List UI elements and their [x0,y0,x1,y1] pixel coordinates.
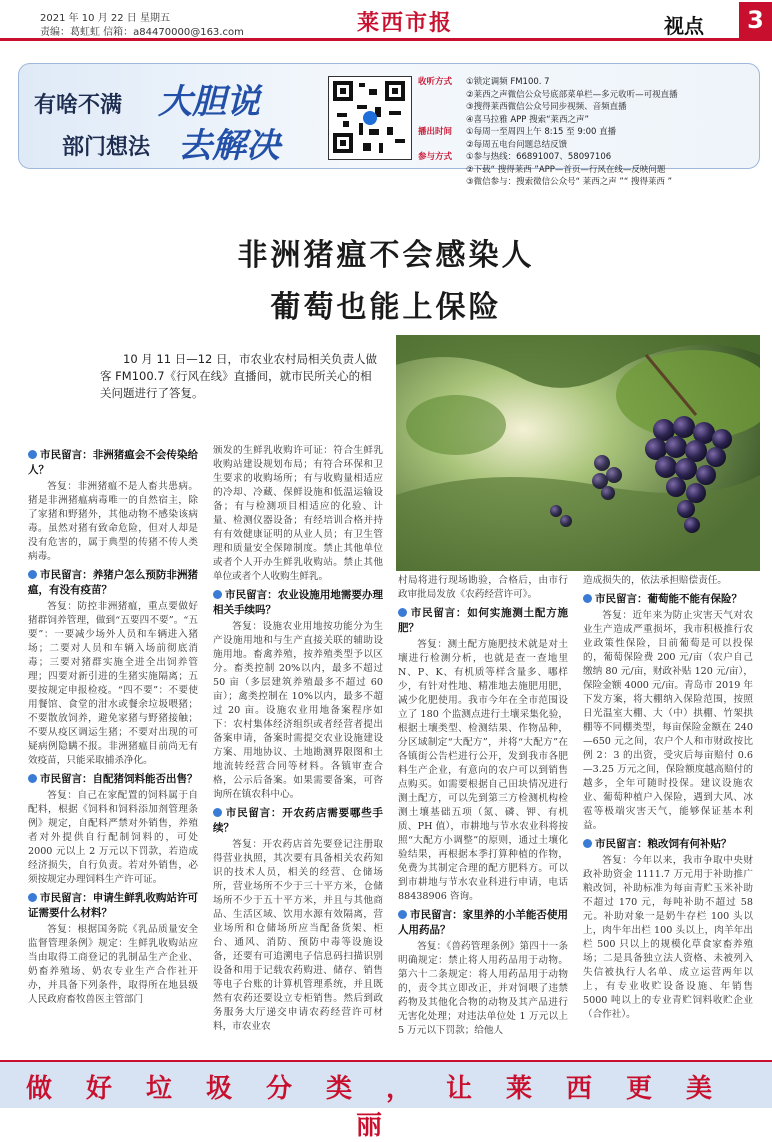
listen-item: ②莱西之声微信公众号底部菜单栏—多元收听—可视直播 [466,89,678,100]
bullet-icon [28,570,37,579]
answer-text: 村局将进行现场勘验，合格后，由市行政审批局发放《农药经营许可》。 [398,575,568,600]
newspaper-masthead: 莱西市报 [356,10,453,36]
section-title: 视点 [664,14,704,38]
bullet-icon [28,893,37,902]
question-heading: 市民留言：粮改饲有何补贴？ [583,837,753,852]
bullet-icon [28,450,37,459]
footer-slogan: 做好垃圾分类，让莱西更美丽 [25,1074,746,1141]
bullet-icon [583,594,592,603]
question-heading: 市民留言：自配猪饲料能否出售？ [28,772,198,787]
participate-item: ③微信参与：搜索微信公众号“ 莱西之声 ”“ 搜得莱西 ” [466,177,673,187]
answer-text: 造成损失的，依法承担赔偿责任。 [583,575,727,586]
answer-text: 答复：开农药店首先要登记注册取得营业执照，其次要有具备相关农药知识的技术人员，相关的经营、仓储场所，营业场所不少于三十平方米，仓储场所不少于五十平方米，并且与其他商品、生活区域、饮用水源有效隔离，营业场所和仓储场所应当配备货架、柜台、通风、消防、预防中毒等设施设备，还要有可追溯电子信息码扫描识别设备和用于记载农药购进、储存、销售等电子台账的计算机管理系统，并且既然有农药还要设立专柜销售。然后到政务服务大厅递交申请农药经营许可材料，市农业农 [213,839,383,1032]
answer-text: 答复：《兽药管理条例》第四十一条明确规定：禁止将人用药品用于动物。第六十二条规定：将人用药品用于动物的，责令其立即改正，并对饲喂了违禁药物及其他化合物的动物及其产品进行无害化处理；对违法单位处 1 万元以上 5 万元以下罚款；给他人 [398,941,568,1036]
broadcast-item: ①每周一至周四上午 8:15 至 9:00 直播 [466,127,617,137]
qr-code-icon [328,76,412,160]
answer-text: 答复：根据国务院《乳品质量安全监督管理条例》规定：生鲜乳收购站应当由取得工商登记的乳制品生产企业、奶畜养殖场、奶农专业生产合作社开办，并具备下列条件，取得所在地县级人民政府畜牧兽医主管部门 [28,924,198,1005]
participate-item: ①参与热线：66891007、58097106 [466,152,612,162]
answer-text: 答复：测土配方施肥技术就是对土壤进行检测分析，也就是查一查地里 N、P、K、有机质等样含量多、哪样少，有针对性地、精准地去施肥用肥，减少化肥使用。我市今年在全市范围设立了 180 个监测点进行土壤采集化验，根据土壤类型、检测结果、作物品种，分区域制定“大配方”，并将“大配方”在各镇街公告栏进行公开，发到我市各肥料生产企业，有意向的农户可以到销售点购买。如需要根据自己田块情况进行测土配方，可以先到第三方检测机构检测土壤基础五项（氮、磷、钾、有机质、PH 值），市耕地与节水农业科将按照“大配方小调整”的原则，通过土壤化验结果，再根据本季打算种植的作物，免费为其制定合理的配方肥料方。可以到市耕地与节水农业科进行申请，电话 88438906 咨询。 [398,639,568,902]
listen-item: ①锁定调频 FM100. 7 [466,77,550,87]
listen-label: 收听方式 [418,77,453,87]
participate-label: 参与方式 [418,152,453,162]
question-heading: 市民留言：如何实施测土配方施肥？ [398,607,568,634]
answer-text: 答复：防控非洲猪瘟，重点要做好猪群饲养管理，做到“五要四不要”。“五要”：一要减少场外人员和车辆进入猪场；二要对人员和车辆入场前彻底消毒；三要对猪群实施全进全出饲养管理；四要对新引进的生猪实施隔离；五要按规定申报检疫。“四不要”：不要使用餐馆、食堂的泔水或餐余垃圾喂猪；不要散放饲养，避免家猪与野猪接触；不要从疫区调运生猪；不要对出现的可疑病例隐瞒不报。非洲猪瘟目前尚无有效疫苗，只能采取捕杀净化。 [28,601,198,766]
question-heading: 市民留言：葡萄能不能有保险？ [583,592,753,607]
participate-item: ②下载“ 搜得莱西 ”APP—首页—行风在线—反映问题 [466,164,666,175]
listen-info [418,76,758,189]
column-1 [28,444,198,1007]
question-heading: 市民留言：申请生鲜乳收购站许可证需要什么材料？ [28,892,198,919]
question-heading: 市民留言：养猪户怎么预防非洲猪瘟，有没有疫苗？ [28,569,198,596]
listen-item: ④喜马拉雅 APP 搜索“莱西之声” [466,114,589,125]
column-2 [213,444,383,1034]
bullet-icon [583,839,592,848]
bullet-icon [213,590,222,599]
answer-text: 颁发的生鲜乳收购许可证：符合生鲜乳收购站建设规划布局；有符合环保和卫生要求的收购场所；有与收购量相适应的冷却、冷藏、保鲜设施和低温运输设备；有与检测项目相适应的化验、计量、检测仪器设备；有经培训合格并持有有效健康证明的从业人员；有卫生管理和质量安全保障制度。禁止其他单位或者个人开办生鲜乳收购站。禁止其他单位或者个人收购生鲜乳。 [213,445,383,582]
answer-text: 答复：自己在家配置的饲料属于自配料，根据《饲料和饲料添加剂管理条例》规定，自配料严禁对外销售，养殖者对外提供自行配制饲料的，可处 2000 元以上 2 万元以下罚款，若造成经济损失，自行负责。若对外销售，必须按规定办理饲料生产许可证。 [28,790,198,885]
column-4 [583,574,753,1022]
answer-text: 答复：非洲猪瘟不是人畜共患病。猪是非洲猪瘟病毒唯一的自然宿主，除了家猪和野猪外，其他动物不感染该病毒。虽然对猪有致命危险，但对人却是没有危害的，属于典型的传猪不传人类病毒。 [28,481,198,562]
answer-text: 答复：今年以来，我市争取中央财政补助资金 1111.7 万元用于补助推广粮改饲，补助标准为每亩青贮玉米补助不超过 170 元，每吨补助不超过 58 元。补助对象一是奶牛存栏 100 头以上，肉牛年出栏 100 头以上，肉羊年出栏 500 只以上的规模化草食家畜养殖场；二是具备独立法人资格、未被列入失信被执行人名单、成立运营两年以上，有专业收贮设备设施、年销售 5000 吨以上的专业青贮饲料收贮企业（合作社）。 [583,855,753,1020]
column-3 [398,574,568,1038]
question-heading: 市民留言：非洲猪瘟会不会传染给人？ [28,449,198,476]
slogan-line1-emphasis: 大胆说 [158,82,260,122]
headline-line2: 葡萄也能上保险 [270,290,502,325]
bullet-icon [213,808,222,817]
header-rule [0,38,772,41]
slogan-line2-emphasis: 去解决 [178,126,280,166]
bullet-icon [398,608,407,617]
bullet-icon [398,910,407,919]
listen-item: ③搜得莱西微信公众号同步视频、音频直播 [466,102,627,112]
page-number: 3 [739,2,772,38]
answer-text: 答复：近年来为防止灾害天气对农业生产造成严重损坏，我市积极推行农业政策性保险，目前葡萄是可以投保的，葡萄保险费 200 元/亩（农户自己缴纳 80 元/亩，财政补贴 120 元/亩），保险金额 4000 元/亩。青岛市 2019 年下发方案，将大棚纳入保险范围，按照日光温室大棚、大（中）拱棚、竹架拱棚等不同棚类型，每亩保险金额在 240—650 元之间，农户个人和市财政按比例 2：3 的出资，受灾后每亩赔付 0.6—3.25 万元之间，保险额度越高赔付的越多，全年可随时投保。建议设施农业、葡萄种植户入保险，遇到大风、冰雹等极端灾害天气，能够保证基本利益。 [583,610,753,831]
broadcast-item: ②每周五电台问题总结反馈 [466,139,568,150]
slogan-line2-text: 部门想法 [62,134,151,160]
slogan-line1-text: 有啥不满 [34,92,123,118]
bullet-icon [28,774,37,783]
question-heading: 市民留言：农业设施用地需要办理相关手续吗？ [213,589,383,616]
headline-line1: 非洲猪瘟不会感染人 [237,238,535,273]
answer-text: 答复：设施农业用地按功能分为生产设施用地和与生产直接关联的辅助设施用地。畜禽养殖，按养殖类型予以区分。畜类控制 20%以内，最多不超过 50 亩（多层建筑养殖最多不超过 60 亩）；禽类控制在 10%以内，最多不超过 20 亩。设施农业用地备案程序如下：农村集体经济组织或者经营者提出备案申请，备案时需提交农业设施建设方案、用地协议、土地勘测界限图和土地流转经营合同等材料。各镇审查合格，公示后备案。如果需要备案，可咨询所在镇农科中心。 [213,621,383,800]
question-heading: 市民留言：家里养的小羊能否使用人用药品？ [398,909,568,936]
grape-photo [396,335,760,571]
question-heading: 市民留言：开农药店需要哪些手续？ [213,807,383,834]
editor-line: 责编：葛虹虹 信箱：a84470000@163.com [40,27,244,38]
broadcast-label: 播出时间 [418,127,453,137]
article-lede: 10 月 11 日—12 日，市农业农村局相关负责人做客 FM100.7《行风在线》直播间，就市民所关心的相关问题进行了答复。 [100,352,378,400]
issue-date: 2021 年 10 月 22 日 星期五 [40,13,170,24]
